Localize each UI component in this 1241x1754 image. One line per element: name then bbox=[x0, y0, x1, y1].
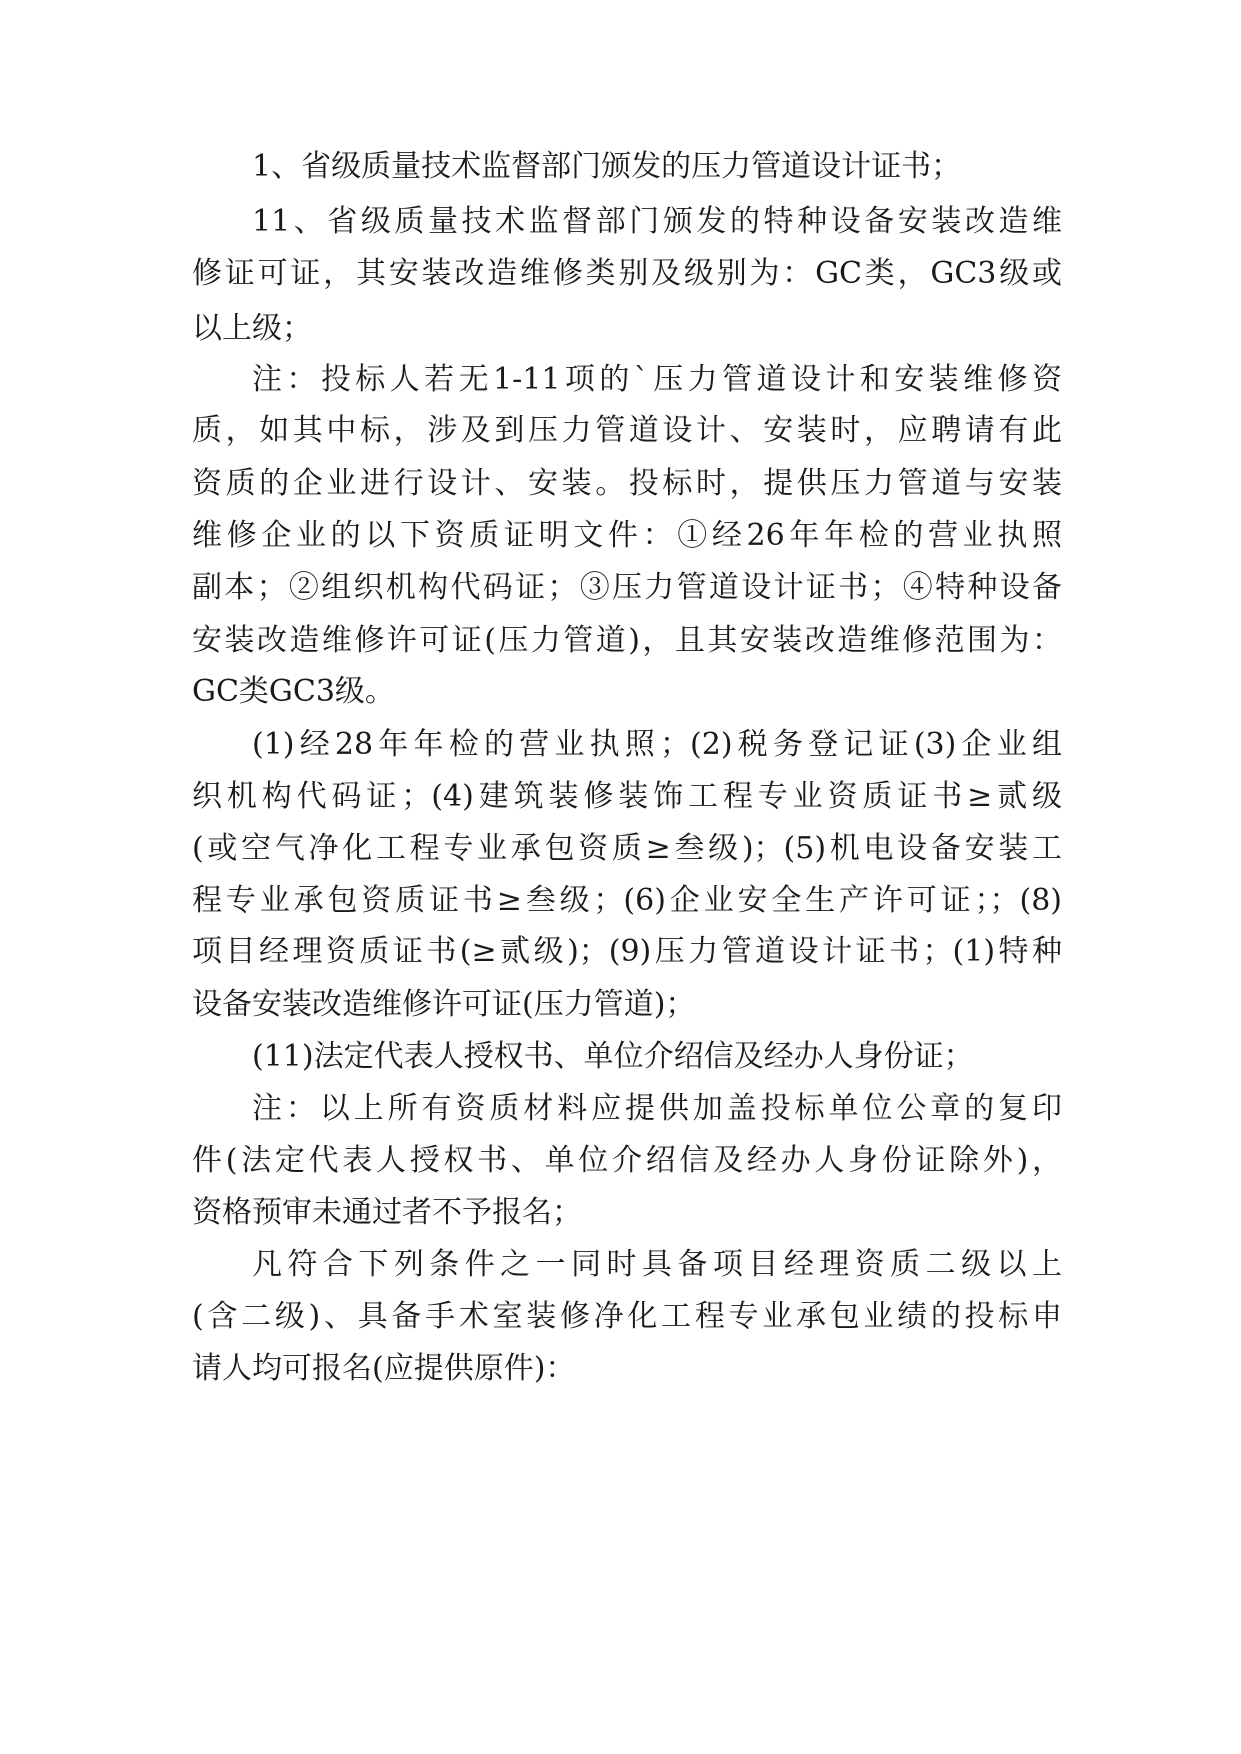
text-line: 请人均可报名(应提供原件)： bbox=[192, 1351, 576, 1386]
text-line: 注：以上所有资质材料应提供加盖投标单位公章的复印 bbox=[252, 1091, 1062, 1126]
text-line: 安装改造维修许可证(压力管道)，且其安装改造维修范围为： bbox=[192, 623, 1062, 658]
text-line: (11)法定代表人授权书、单位介绍信及经办人身份证； bbox=[252, 1039, 974, 1074]
text-line: 质，如其中标，涉及到压力管道设计、安装时，应聘请有此 bbox=[192, 413, 1062, 448]
text-line: (1)经28年年检的营业执照；(2)税务登记证(3)企业组 bbox=[252, 727, 1062, 762]
text-line: 项目经理资质证书(≥贰级)；(9)压力管道设计证书；(1)特种 bbox=[192, 934, 1062, 969]
text-line: 注：投标人若无1-11项的`压力管道设计和安装维修资 bbox=[252, 362, 1062, 397]
text-line: (含二级)、具备手术室装修净化工程专业承包业绩的投标申 bbox=[192, 1299, 1062, 1334]
text-line: 维修企业的以下资质证明文件：①经26年年检的营业执照 bbox=[192, 518, 1062, 553]
text-line: 修证可证，其安装改造维修类别及级别为：GC类，GC3级或 bbox=[192, 256, 1062, 291]
text-line: 副本；②组织机构代码证；③压力管道设计证书；④特种设备 bbox=[192, 570, 1062, 605]
text-line: 资格预审未通过者不予报名； bbox=[192, 1195, 582, 1230]
text-line: 1、省级质量技术监督部门颁发的压力管道设计证书； bbox=[252, 149, 962, 184]
text-line: 件(法定代表人授权书、单位介绍信及经办人身份证除外)， bbox=[192, 1143, 1062, 1178]
text-line: GC类GC3级。 bbox=[192, 674, 395, 709]
text-line: 织机构代码证；(4)建筑装修装饰工程专业资质证书≥贰级 bbox=[192, 779, 1062, 814]
text-line: 设备安装改造维修许可证(压力管道)； bbox=[192, 987, 696, 1022]
text-line: 以上级； bbox=[192, 311, 312, 346]
text-line: 资质的企业进行设计、安装。投标时，提供压力管道与安装 bbox=[192, 466, 1062, 501]
text-line: 11、省级质量技术监督部门颁发的特种设备安装改造维 bbox=[252, 204, 1062, 239]
text-line: (或空气净化工程专业承包资质≥叁级)；(5)机电设备安装工 bbox=[192, 831, 1062, 866]
text-line: 程专业承包资质证书≥叁级；(6)企业安全生产许可证；；(8) bbox=[192, 883, 1062, 918]
text-line: 凡符合下列条件之一同时具备项目经理资质二级以上 bbox=[252, 1247, 1062, 1282]
